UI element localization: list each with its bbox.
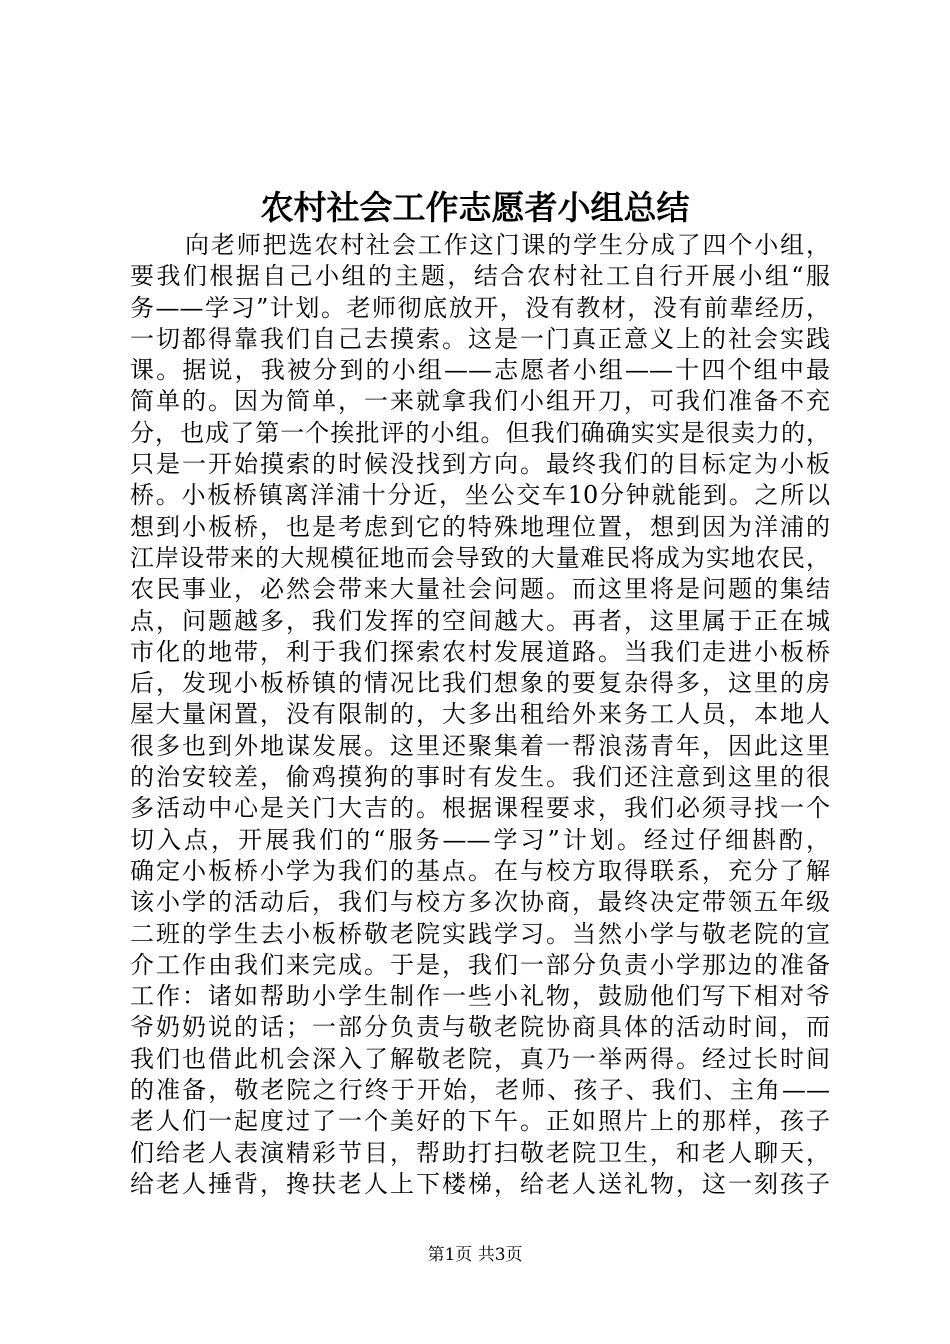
body-line: 点，问题越多，我们发挥的空间越大。再者，这里属于正在城 xyxy=(130,606,830,635)
body-line: 多活动中心是关门大吉的。根据课程要求，我们必须寻找一个 xyxy=(130,794,830,823)
body-line: 简单的。因为简单，一来就拿我们小组开刀，可我们准备不充 xyxy=(130,387,830,416)
body-line: 该小学的活动后，我们与校方多次协商，最终决定带领五年级 xyxy=(130,888,830,917)
body-line: 我们也借此机会深入了解敬老院，真乃一举两得。经过长时间 xyxy=(130,1044,830,1073)
body-line: 老人们一起度过了一个美好的下午。正如照片上的那样，孩子 xyxy=(130,1107,830,1136)
body-line: 农民事业，必然会带来大量社会问题。而这里将是问题的集结 xyxy=(130,575,830,604)
document-title: 农村社会工作志愿者小组总结 xyxy=(260,188,690,227)
body-line: 市化的地带，利于我们探索农村发展道路。当我们走进小板桥 xyxy=(130,637,830,666)
body-line: 想到小板桥，也是考虑到它的特殊地理位置，想到因为洋浦的 xyxy=(130,512,830,541)
body-line: 江岸设带来的大规模征地而会导致的大量难民将成为实地农民， xyxy=(130,543,830,572)
body-line: 务——学习”计划。老师彻底放开，没有教材，没有前辈经历， xyxy=(130,293,830,322)
body-line: 工作：诸如帮助小学生制作一些小礼物，鼓励他们写下相对爷 xyxy=(130,982,830,1011)
body-line: 二班的学生去小板桥敬老院实践学习。当然小学与敬老院的宣 xyxy=(130,919,830,948)
body-line: 的准备，敬老院之行终于开始，老师、孩子、我们、主角—— xyxy=(130,1076,830,1105)
body-paragraph xyxy=(130,230,830,1200)
body-line: 课。据说，我被分到的小组——志愿者小组——十四个组中最 xyxy=(130,356,830,385)
body-line: 们给老人表演精彩节目，帮助打扫敬老院卫生，和老人聊天， xyxy=(130,1138,830,1167)
page-footer: 第1页 共3页 xyxy=(427,1245,523,1265)
body-line: 爷奶奶说的话；一部分负责与敬老院协商具体的活动时间，而 xyxy=(130,1013,830,1042)
body-line: 介工作由我们来完成。于是，我们一部分负责小学那边的准备 xyxy=(130,950,830,979)
body-line: 很多也到外地谋发展。这里还聚集着一帮浪荡青年，因此这里 xyxy=(130,731,830,760)
body-line: 要我们根据自己小组的主题，结合农村社工自行开展小组“服 xyxy=(130,262,830,291)
body-line: 确定小板桥小学为我们的基点。在与校方取得联系，充分了解 xyxy=(130,856,830,885)
body-line: 桥。小板桥镇离洋浦十分近，坐公交车10分钟就能到。之所以 xyxy=(130,481,830,510)
body-line: 给老人捶背，搀扶老人上下楼梯，给老人送礼物，这一刻孩子 xyxy=(130,1169,830,1198)
body-line: 切入点，开展我们的“服务——学习”计划。经过仔细斟酌， xyxy=(130,825,830,854)
body-line: 一切都得靠我们自己去摸索。这是一门真正意义上的社会实践 xyxy=(130,324,830,353)
body-line: 分，也成了第一个挨批评的小组。但我们确确实实是很卖力的， xyxy=(130,418,830,447)
body-line: 后，发现小板桥镇的情况比我们想象的要复杂得多，这里的房 xyxy=(130,669,830,698)
body-line: 屋大量闲置，没有限制的，大多出租给外来务工人员，本地人 xyxy=(130,700,830,729)
body-line: 的治安较差，偷鸡摸狗的事时有发生。我们还注意到这里的很 xyxy=(130,763,830,792)
body-line: 向老师把选农村社会工作这门课的学生分成了四个小组， xyxy=(185,231,830,259)
body-line: 只是一开始摸索的时候没找到方向。最终我们的目标定为小板 xyxy=(130,450,830,479)
